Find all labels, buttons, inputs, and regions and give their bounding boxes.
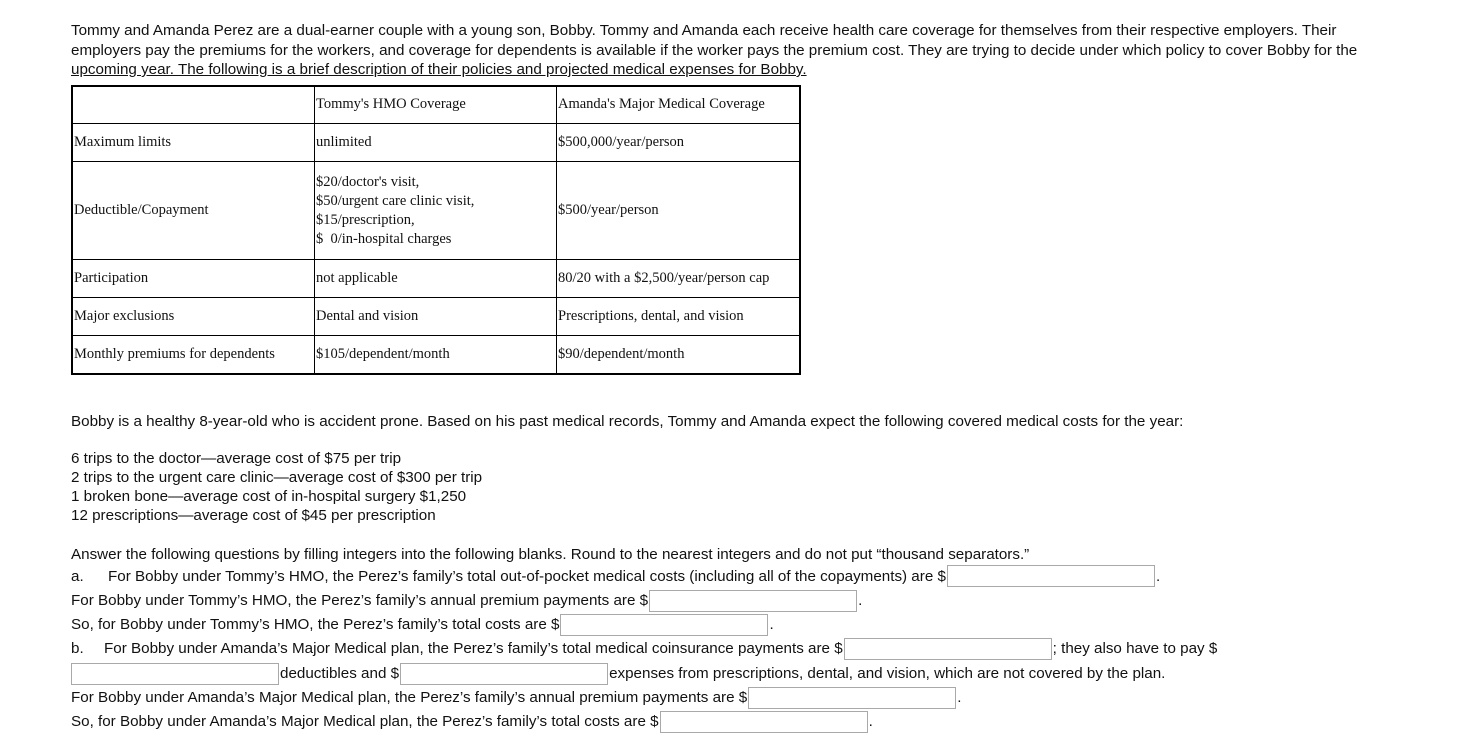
header-amanda: Amanda's Major Medical Coverage (557, 86, 801, 124)
question-b4 (71, 710, 1431, 734)
list-item: 2 trips to the urgent care clinic—average cost of $300 per trip (71, 468, 483, 486)
answer-b-total-input[interactable] (660, 711, 868, 733)
question-b-label: b. (71, 640, 84, 658)
tommy-cell: unlimited (315, 124, 557, 162)
period: . (1155, 567, 1161, 585)
amanda-cell: $500,000/year/person (557, 124, 801, 162)
copay-line: $20/doctor's visit, (316, 173, 420, 190)
header-empty-cell (72, 86, 315, 124)
copay-line: $50/urgent care clinic visit, (316, 192, 475, 209)
question-text: For Bobby under Tommy’s HMO, the Perez’s family’s total out-of-pocket medical costs (including all of the copayments) are $ (108, 567, 946, 585)
tommy-cell: not applicable (315, 260, 557, 298)
question-text: deductibles and $ (280, 664, 400, 682)
amanda-cell: Prescriptions, dental, and vision (557, 298, 801, 336)
problem-content (71, 21, 1431, 735)
intro-line-3: upcoming year. The following is a brief description of their policies and projected medical expenses for Bobby. (71, 61, 807, 78)
copay-line: $15/prescription, (316, 211, 415, 228)
amanda-cell: 80/20 with a $2,500/year/person cap (557, 260, 801, 298)
table-row (72, 336, 800, 374)
table-row (72, 162, 800, 260)
question-text: For Bobby under Amanda’s Major Medical plan, the Perez’s family’s annual premium payments are $ (71, 688, 748, 706)
question-b1 (71, 637, 1431, 661)
question-text: ; they also have to pay $ (1052, 640, 1218, 658)
question-b2 (71, 662, 1431, 686)
intro-line-2: employers pay the premiums for the workers, and coverage for dependents is available if the worker pays the premium cost. They are trying to decide under which policy to cover Bobby for the (71, 41, 1358, 59)
row-label: Maximum limits (72, 124, 315, 162)
row-label: Major exclusions (72, 298, 315, 336)
policy-comparison-table (71, 85, 801, 375)
row-label: Participation (72, 260, 315, 298)
answer-b-premium-input[interactable] (748, 687, 956, 709)
header-tommy: Tommy's HMO Coverage (315, 86, 557, 124)
row-label: Monthly premiums for dependents (72, 336, 315, 374)
table-row (72, 260, 800, 298)
table-row (72, 298, 800, 336)
bobby-description: Bobby is a healthy 8-year-old who is accident prone. Based on his past medical records, Tommy and Amanda expect the following covered medical costs for the year: (71, 412, 1184, 430)
answer-a-premium-input[interactable] (649, 590, 857, 612)
copay-line: $ 0/in-hospital charges (316, 230, 452, 247)
intro-paragraph (71, 21, 1431, 80)
tommy-cell (315, 162, 557, 260)
question-text: So, for Bobby under Tommy’s HMO, the Perez’s family’s total costs are $ (71, 616, 560, 634)
question-a3 (71, 613, 1431, 637)
table-header-row (72, 86, 800, 124)
tommy-cell: $105/dependent/month (315, 336, 557, 374)
period: . (868, 713, 873, 731)
row-label: Deductible/Copayment (72, 162, 315, 260)
tommy-cell: Dental and vision (315, 298, 557, 336)
amanda-cell: $500/year/person (557, 162, 801, 260)
period: . (957, 688, 962, 706)
question-a2 (71, 589, 1431, 613)
list-item: 1 broken bone—average cost of in-hospital surgery $1,250 (71, 487, 467, 505)
question-a1 (71, 565, 1431, 589)
question-text: For Bobby under Amanda’s Major Medical plan, the Perez’s family’s total medical coinsurance payments are $ (104, 640, 843, 658)
amanda-cell: $90/dependent/month (557, 336, 801, 374)
answer-b-deductibles-input[interactable] (71, 663, 279, 685)
answer-b-uncovered-expenses-input[interactable] (400, 663, 608, 685)
questions-section (71, 544, 1431, 735)
instructions: Answer the following questions by filling integers into the following blanks. Round to the nearest integers and do not put “thousand separators.” (71, 545, 1030, 563)
period: . (858, 591, 863, 609)
expense-list (71, 449, 1431, 525)
question-b3 (71, 686, 1431, 710)
answer-b-coinsurance-input[interactable] (844, 638, 1052, 660)
intro-line-1: Tommy and Amanda Perez are a dual-earner couple with a young son, Bobby. Tommy and Amanda each receive health care coverage for themselves from their respective employers. Their (71, 22, 1337, 39)
question-text: So, for Bobby under Amanda’s Major Medical plan, the Perez’s family’s total costs are $ (71, 713, 659, 731)
question-text: expenses from prescriptions, dental, and vision, which are not covered by the plan. (609, 664, 1166, 682)
question-text: For Bobby under Tommy’s HMO, the Perez’s family’s annual premium payments are $ (71, 591, 649, 609)
period: . (769, 616, 774, 634)
answer-a-total-input[interactable] (560, 614, 768, 636)
question-a-label: a. (71, 567, 84, 585)
list-item: 6 trips to the doctor—average cost of $75 per trip (71, 449, 402, 467)
table-row (72, 124, 800, 162)
answer-a-out-of-pocket-input[interactable] (947, 565, 1155, 587)
list-item: 12 prescriptions—average cost of $45 per prescription (71, 506, 436, 524)
